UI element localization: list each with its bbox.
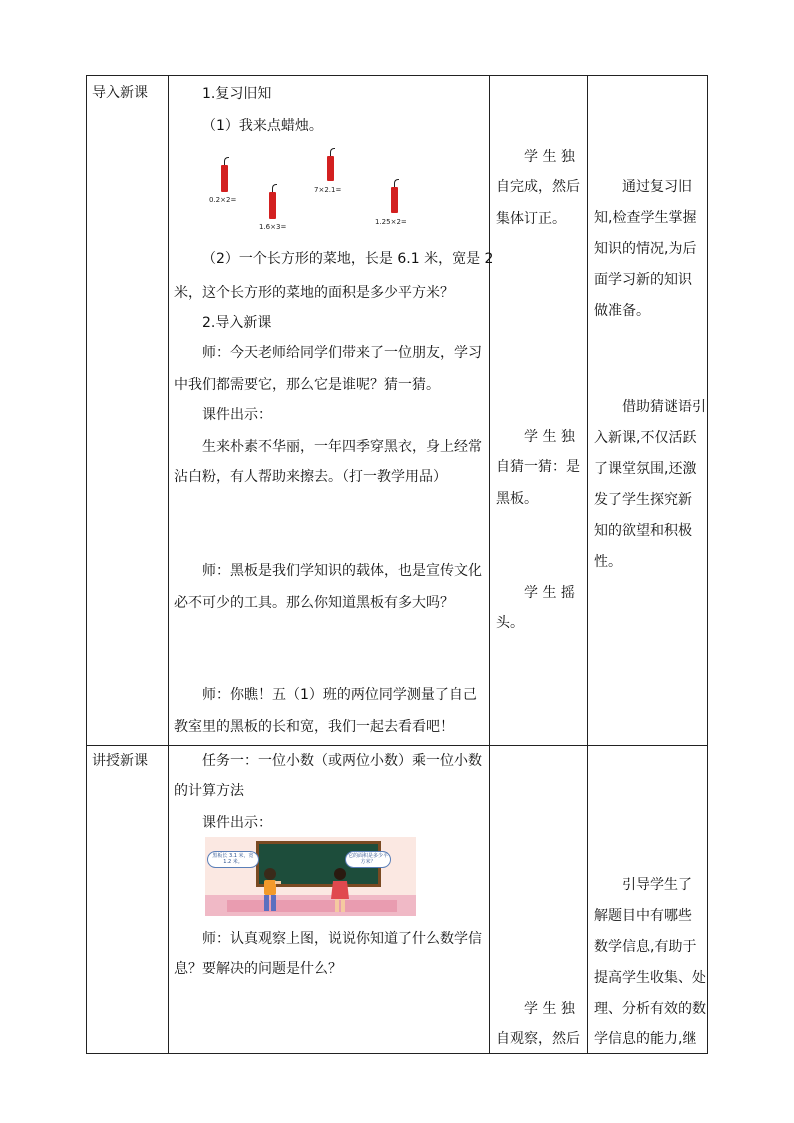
content-line: 生来朴素不华丽，一年四季穿黑衣，身上经常 [202, 439, 482, 455]
purpose-line: 做准备。 [594, 303, 650, 319]
student-activity-line: 自猜一猜：是 [496, 459, 580, 475]
student-activity-line: 集体订正。 [496, 211, 566, 227]
purpose-line: 提高学生收集、处 [594, 970, 706, 986]
content-line: 教室里的黑板的长和宽，我们一起去看看吧！ [174, 719, 454, 735]
table-border-left [86, 75, 87, 1054]
purpose-line: 解题目中有哪些 [594, 908, 692, 924]
boy-figure-icon [259, 867, 281, 916]
content-line: 任务一：一位小数（或两位小数）乘一位小数 [202, 753, 482, 769]
column-divider-1 [168, 75, 169, 1054]
student-activity-line: 自完成，然后 [496, 179, 580, 195]
classroom-picture [205, 837, 416, 916]
purpose-line: 学信息的能力,继 [594, 1031, 697, 1047]
wick-icon [224, 157, 229, 165]
candle-icon [327, 156, 334, 181]
candle-label: 0.2×2= [209, 196, 237, 204]
purpose-line: 面学习新的知识 [594, 272, 692, 288]
purpose-line: 发了学生探究新 [594, 492, 692, 508]
content-line: 息？要解决的问题是什么？ [174, 961, 342, 977]
row-divider [86, 745, 708, 746]
content-line: 必不可少的工具。那么你知道黑板有多大吗？ [174, 595, 454, 611]
candle-label: 1.6×3= [259, 223, 287, 231]
girl-figure-icon [329, 867, 351, 916]
candle-icon [269, 192, 276, 219]
student-activity-line: 头。 [496, 615, 524, 631]
purpose-line: 知识的情况,为后 [594, 241, 697, 257]
purpose-line: 了课堂氛围,还激 [594, 461, 697, 477]
purpose-line: 入新课,不仅活跃 [594, 430, 697, 446]
content-line: 师：黑板是我们学知识的载体，也是宣传文化 [202, 563, 482, 579]
content-line: 的计算方法 [174, 783, 244, 799]
student-activity-line: 自观察，然后 [496, 1031, 580, 1047]
speech-bubble-left: 黑板长 3.1 米，宽 1.2 米。 [207, 851, 259, 868]
speech-bubble-right: 它的面积是多少平方米？ [345, 851, 391, 868]
table-border-bottom [86, 1053, 708, 1054]
purpose-line: 性。 [594, 554, 622, 570]
purpose-line: 通过复习旧 [622, 179, 692, 195]
candle-icon [391, 187, 398, 213]
candle-label: 7×2.1= [314, 186, 342, 194]
content-line: 师：今天老师给同学们带来了一位朋友，学习 [202, 345, 482, 361]
content-line: 师：你瞧！五（1）班的两位同学测量了自己 [202, 687, 477, 703]
table-border-top [86, 75, 708, 76]
purpose-line: 理、分析有效的数 [594, 1001, 706, 1017]
student-activity-line: 黑板。 [496, 491, 538, 507]
section-label-new-lesson: 讲授新课 [92, 753, 148, 769]
student-activity-line: 学 生 独 [524, 149, 575, 165]
column-divider-3 [587, 75, 588, 1054]
column-divider-2 [489, 75, 490, 1054]
student-activity-line: 学 生 独 [524, 1001, 575, 1017]
wick-icon [394, 179, 399, 187]
content-line: （2）一个长方形的菜地，长是 6.1 米，宽是 2 [202, 251, 494, 267]
wick-icon [272, 184, 277, 192]
purpose-line: 引导学生了 [622, 877, 692, 893]
content-line: 2.导入新课 [202, 315, 272, 331]
purpose-line: 知的欲望和积极 [594, 523, 692, 539]
section-label-intro: 导入新课 [92, 85, 148, 101]
candle-label: 1.25×2= [375, 218, 407, 226]
purpose-line: 借助猜谜语引 [622, 399, 706, 415]
stage-step-illustration [227, 900, 397, 912]
content-line: 师：认真观察上图，说说你知道了什么数学信 [202, 931, 482, 947]
candle-icon [221, 165, 228, 192]
purpose-line: 数学信息,有助于 [594, 939, 697, 955]
content-line: 课件出示： [202, 407, 272, 423]
content-line: 中我们都需要它，那么它是谁呢？猜一猜。 [174, 377, 440, 393]
content-line: （1）我来点蜡烛。 [202, 118, 323, 134]
purpose-line: 知,检查学生掌握 [594, 210, 697, 226]
content-line: 1.复习旧知 [202, 86, 272, 102]
wick-icon [330, 148, 335, 156]
content-line: 沾白粉，有人帮助来擦去。（打一教学用品） [174, 469, 447, 485]
student-activity-line: 学 生 摇 [524, 585, 575, 601]
content-line: 米，这个长方形的菜地的面积是多少平方米？ [174, 285, 454, 301]
student-activity-line: 学 生 独 [524, 429, 575, 445]
content-line: 课件出示： [202, 815, 272, 831]
table-border-right [707, 75, 708, 1054]
